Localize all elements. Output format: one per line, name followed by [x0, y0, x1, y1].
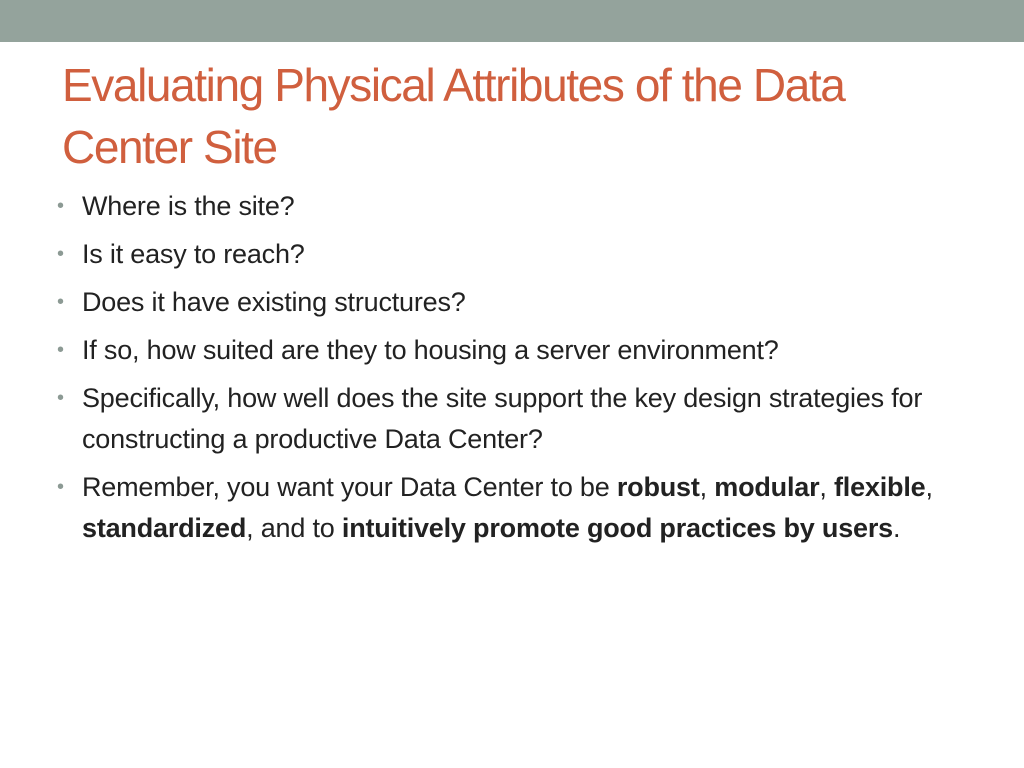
- bullet-text: Specifically, how well does the site support the key design strategies for constructing a productive Data Center?: [82, 383, 923, 454]
- bullet-dot-icon: •: [57, 243, 64, 265]
- bullet-text: If so, how suited are they to housing a server environment?: [82, 335, 779, 365]
- bullet-dot-icon: •: [57, 291, 64, 313]
- term-modular: modular: [714, 472, 820, 502]
- bullet-item: [56, 330, 976, 371]
- bullet-text: Is it easy to reach?: [82, 239, 305, 269]
- bullet-dot-icon: •: [57, 195, 64, 217]
- term-robust: robust: [616, 472, 700, 502]
- separator: ,: [819, 472, 835, 502]
- bullet-dot-icon: •: [57, 387, 64, 409]
- separator: ,: [925, 472, 933, 502]
- term-flexible: flexible: [834, 472, 926, 502]
- bullet-item: [56, 378, 976, 460]
- separator: , and to: [246, 513, 342, 543]
- bullet-item-design-goals: [56, 467, 976, 549]
- bullet-list: [56, 186, 976, 556]
- bullet-text: Where is the site?: [82, 191, 295, 221]
- bullet-text: [82, 472, 933, 543]
- bullet-dot-icon: •: [57, 339, 64, 361]
- bullet-text: Does it have existing structures?: [82, 287, 466, 317]
- term-promote-good-practices: intuitively promote good practices by users: [341, 513, 893, 543]
- slide-title: Evaluating Physical Attributes of the Data Center Site: [62, 59, 845, 173]
- top-accent-bar: [0, 0, 1024, 42]
- bullet-item: [56, 282, 976, 323]
- sentence-end: .: [892, 513, 901, 543]
- bullet-item: [56, 186, 976, 227]
- bullet-text-intro: Remember, you want your Data Center to be: [82, 472, 617, 502]
- bullet-item: [56, 234, 976, 275]
- bullet-dot-icon: •: [57, 476, 64, 498]
- separator: ,: [699, 472, 715, 502]
- term-standardized: standardized: [82, 513, 247, 543]
